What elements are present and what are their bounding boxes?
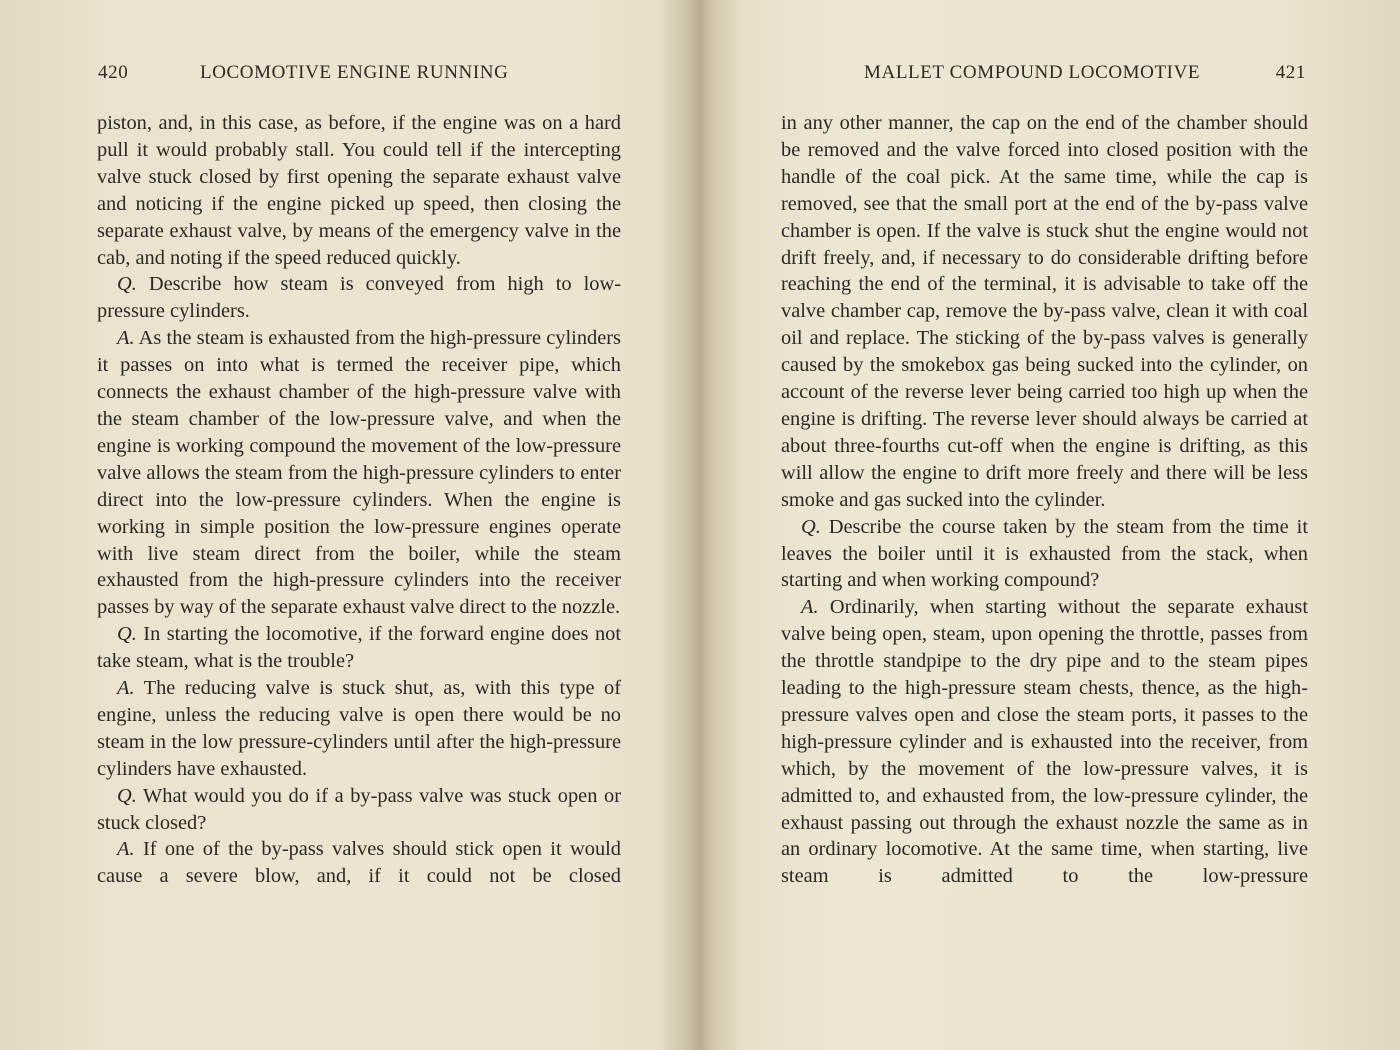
right-page-body bbox=[781, 110, 1308, 890]
left-page-body bbox=[97, 110, 621, 890]
paragraph: Q. What would you do if a by-pass valve was stuck open or stuck closed? bbox=[97, 784, 621, 834]
paragraph: in any other manner, the cap on the end of the chamber should be removed and the valve forced into closed position with the handle of the coal pick. At the same time, while the cap is removed, see that the small port at the end of the by-pass valve chamber is open. If the valve is stuck shut the engine would not drift freely, and, if necessary to do considerable drifting before reaching the end of the terminal, it is advisable to take off the valve chamber cap, remove the by-pass valve, clean it with coal oil and replace. The sticking of the by-pass valves is generally caused by the smokebox gas being sucked into the cylinder, on account of the reverse lever being carried too high up when the engine is drifting. The reverse lever should always be carried at about three-fourths cut-off when the engine is drifting, as this will allow the engine to drift more freely and there will be less smoke and gas sucked into the cylinder. bbox=[781, 112, 1308, 511]
right-page-header bbox=[782, 62, 1306, 90]
question-label: Q. bbox=[117, 784, 137, 807]
left-page bbox=[0, 0, 690, 1050]
answer-label: A. bbox=[117, 838, 135, 861]
question-label: Q. bbox=[117, 623, 137, 646]
answer-label: A. bbox=[117, 327, 135, 350]
answer-label: A. bbox=[117, 677, 135, 700]
running-title: LOCOMOTIVE ENGINE RUNNING bbox=[200, 62, 509, 83]
paragraph: A. Ordinarily, when starting without the separate exhaust valve being open, steam, upon opening the throttle, passes from the throttle standpipe to the dry pipe and to the steam pipes leading to the high-pressure steam chests, thence, as the high-pressure valves open and close the steam ports, it passes to the high-pressure cylinder and is exhausted into the receiver, from which, by the movement of the low-pressure valves, it is admitted to, and exhausted from, the low-pressure cylinder, the exhaust passing out through the exhaust nozzle the same as in an ordinary locomotive. At the same time, when starting, live steam is admitted to the low-pressure bbox=[781, 596, 1308, 888]
right-page bbox=[710, 0, 1400, 1050]
paragraph: Q. In starting the locomotive, if the forward engine does not take steam, what is the trouble? bbox=[97, 623, 621, 673]
page-number: 421 bbox=[1275, 62, 1306, 83]
paragraph: A. If one of the by-pass valves should stick open it would cause a severe blow, and, if it could not be closed bbox=[97, 838, 621, 888]
paragraph: Q. Describe how steam is conveyed from high to low-pressure cylinders. bbox=[97, 273, 621, 323]
left-page-header bbox=[98, 62, 622, 90]
paragraph: piston, and, in this case, as before, if the engine was on a hard pull it would probably stall. You could tell if the intercepting valve stuck closed by first opening the separate exhaust valve and noticing if the engine picked up speed, then closing the separate exhaust valve, by means of the emergency valve in the cab, and noting if the speed reduced quickly. bbox=[97, 112, 621, 269]
paragraph: A. As the steam is exhausted from the high-pressure cylinders it passes on into what is termed the receiver pipe, which connects the exhaust chamber of the high-pressure valve with the steam chamber of the low-pressure valve, and when the engine is working compound the movement of the low-pressure valve allows the steam from the high-pressure cylinders to enter direct into the low-pressure cylinders. When the engine is working in simple position the low-pressure engines operate with live steam direct from the boiler, while the steam exhausted from the high-pressure cylinders into the receiver passes by way of the separate exhaust valve direct to the nozzle. bbox=[97, 327, 621, 619]
question-label: Q. bbox=[117, 273, 137, 296]
paragraph: Q. Describe the course taken by the steam from the time it leaves the boiler until it is exhausted from the stack, when starting and when working compound? bbox=[781, 515, 1308, 592]
answer-label: A. bbox=[801, 596, 819, 619]
page-number: 420 bbox=[98, 62, 129, 83]
running-title: MALLET COMPOUND LOCOMOTIVE bbox=[864, 62, 1201, 83]
question-label: Q. bbox=[801, 515, 821, 538]
paragraph: A. The reducing valve is stuck shut, as, with this type of engine, unless the reducing valve is open there would be no steam in the low pressure-cylinders until after the high-pressure cylinders have exhausted. bbox=[97, 677, 621, 780]
